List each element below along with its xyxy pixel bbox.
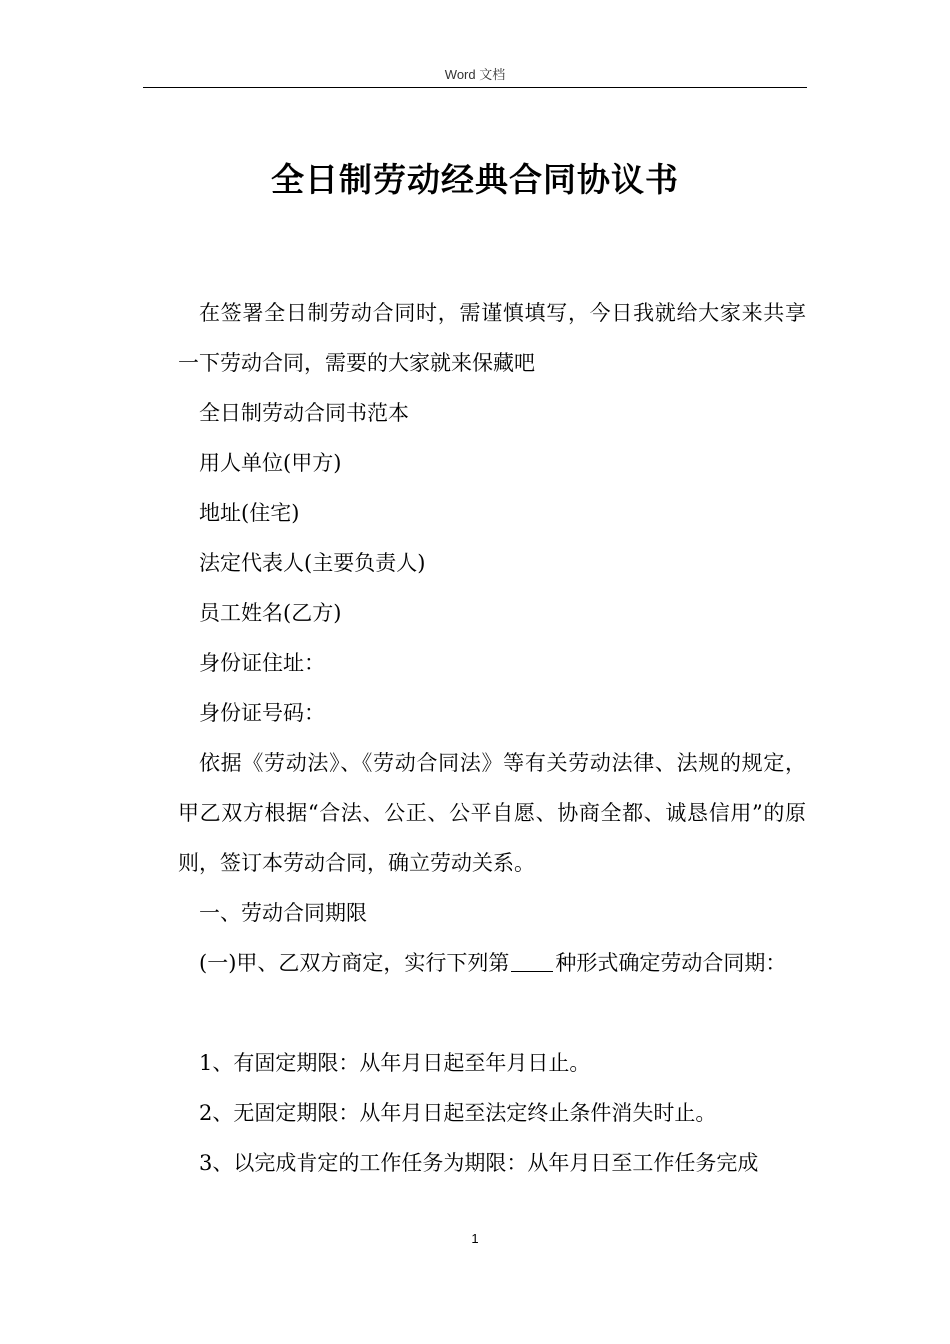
page-number: 1 [471, 1231, 479, 1246]
header-divider [143, 87, 807, 88]
employee-name-line: 员工姓名(乙方) [199, 601, 342, 625]
term-option-fixed: 1、有固定期限：从年月日起至年月日止。 [199, 1051, 591, 1075]
employer-line: 用人单位(甲方) [199, 451, 342, 475]
clause-text-after-blank: 种形式确定劳动合同期： [555, 951, 787, 975]
intro-paragraph: 在签署全日制劳动合同时，需谨慎填写，今日我就给大家来共享一下劳动合同，需要的大家就来保藏吧 [178, 301, 806, 375]
document-title: 全日制劳动经典合同协议书 [271, 160, 679, 199]
legal-representative-line: 法定代表人(主要负责人) [199, 551, 426, 575]
contract-term-clause [178, 938, 806, 988]
document-body [178, 288, 806, 1188]
id-address-line: 身份证住址： [199, 651, 325, 675]
fill-in-blank [511, 951, 553, 972]
clause-text-before-blank: (一)甲、乙双方商定，实行下列第 [199, 951, 510, 975]
term-option-task-based: 3、以完成肯定的工作任务为期限：从年月日至工作任务完成 [199, 1151, 759, 1175]
address-line: 地址(住宅) [199, 501, 300, 525]
page-header: Word 文档 [444, 67, 506, 82]
section-heading-contract-term: 一、劳动合同期限 [199, 901, 367, 925]
id-number-line: 身份证号码： [199, 701, 325, 725]
term-option-open-ended: 2、无固定期限：从年月日起至法定终止条件消失时止。 [199, 1101, 717, 1125]
blank-line [178, 988, 806, 1038]
legal-basis-paragraph: 依据《劳动法》、《劳动合同法》等有关劳动法律、法规的规定，甲乙双方根据“合法、公正、公平自愿、协商全都、诚恳信用”的原则，签订本劳动合同，确立劳动关系。 [178, 751, 806, 875]
contract-subtitle: 全日制劳动合同书范本 [199, 401, 409, 425]
